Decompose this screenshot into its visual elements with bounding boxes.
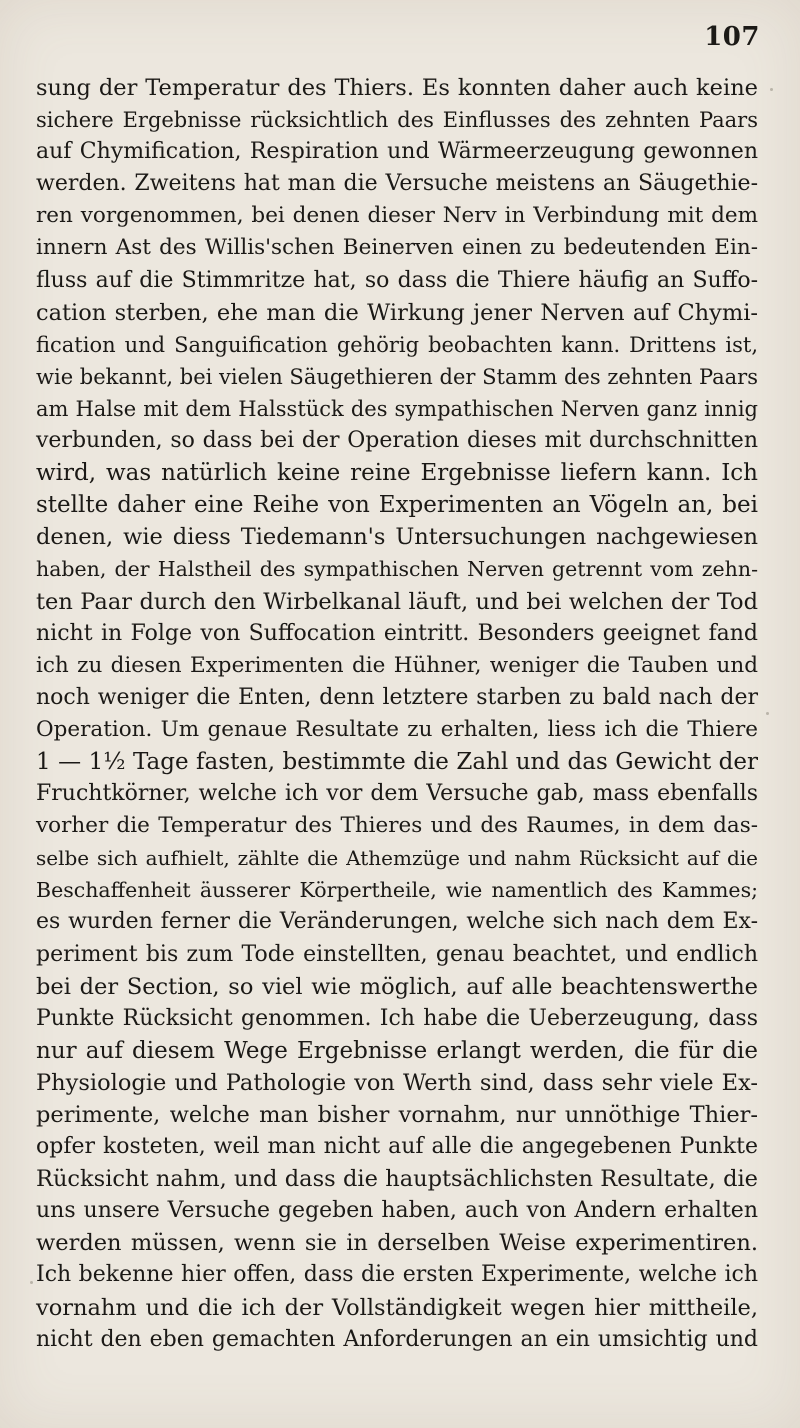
text-line-32: Physiologie und Pathologie von Werth sind, dass sehr viele Ex- [36, 1069, 758, 1096]
text-line-3: auf Chymification, Respiration und Wärmeerzeugung gewonnen [36, 139, 758, 165]
text-line-33: perimente, welche man bisher vornahm, nur unnöthige Thier- [36, 1102, 758, 1128]
text-line-1: sung der Temperatur des Thiers. Es konnten daher auch keine [36, 75, 758, 101]
text-line-5: ren vorgenommen, bei denen dieser Nerv in Verbindung mit dem [36, 203, 758, 229]
text-line-29: bei der Section, so viel wie möglich, auf alle beachtenswerthe [36, 973, 758, 1000]
paper-speck [766, 712, 769, 715]
text-line-36: uns unsere Versuche gegeben haben, auch von Andern erhalten [36, 1198, 758, 1224]
text-line-39: vornahm und die ich der Vollständigkeit wegen hier mittheile, [36, 1294, 758, 1321]
text-line-14: stellte daher eine Reihe von Experimenten an Vögeln an, bei [36, 492, 758, 519]
text-line-11: am Halse mit dem Halsstück des sympathischen Nerven ganz innig [36, 396, 758, 421]
text-line-17: ten Paar durch den Wirbelkanal läuft, und bei welchen der Tod [36, 588, 758, 615]
text-line-35: Rücksicht nahm, und dass die hauptsächlichsten Resultate, die [36, 1166, 758, 1193]
paper-speck [30, 1281, 33, 1284]
text-line-37: werden müssen, wenn sie in derselben Weise experimentiren. [36, 1230, 758, 1257]
text-line-27: es wurden ferner die Veränderungen, welche sich nach dem Ex- [36, 909, 758, 935]
text-line-21: Operation. Um genaue Resultate zu erhalten, liess ich die Thiere [36, 716, 758, 742]
text-line-34: opfer kosteten, weil man nicht auf alle die angegebenen Punkte [36, 1134, 758, 1160]
text-line-12: verbunden, so dass bei der Operation dieses mit durchschnitten [36, 428, 758, 454]
page-number: 107 [704, 22, 760, 52]
text-line-25: selbe sich aufhielt, zählte die Athemzüge und nahm Rücksicht auf die [36, 846, 758, 871]
paper-speck [770, 88, 773, 91]
text-line-9: fication und Sanguification gehörig beobachten kann. Drittens ist, [36, 332, 758, 357]
text-line-4: werden. Zweitens hat man die Versuche meistens an Säugethie- [36, 171, 758, 197]
text-line-15: denen, wie diess Tiedemann's Untersuchungen nachgewiesen [36, 524, 758, 551]
text-line-23: Fruchtkörner, welche ich vor dem Versuche gab, mass ebenfalls [36, 781, 758, 807]
body-text [36, 72, 758, 1356]
text-line-28: periment bis zum Tode einstellten, genau beachtet, und endlich [36, 941, 758, 967]
text-line-2: sichere Ergebnisse rücksichtlich des Einflusses des zehnten Paars [36, 108, 758, 133]
text-line-38: Ich bekenne hier offen, dass die ersten Experimente, welche ich [36, 1262, 758, 1288]
text-line-20: noch weniger die Enten, denn letztere starben zu bald nach der [36, 684, 758, 710]
text-line-7: fluss auf die Stimmritze hat, so dass die Thiere häufig an Suffo- [36, 267, 758, 293]
text-line-8: cation sterben, ehe man die Wirkung jener Nerven auf Chymi- [36, 299, 758, 326]
text-line-26: Beschaffenheit äusserer Körpertheile, wie namentlich des Kammes; [36, 878, 758, 903]
text-line-13: wird, was natürlich keine reine Ergebnisse liefern kann. Ich [36, 460, 758, 487]
text-line-40: nicht den eben gemachten Anforderungen an ein umsichtig und [36, 1326, 758, 1352]
text-line-19: ich zu diesen Experimenten die Hühner, weniger die Tauben und [36, 652, 758, 678]
text-line-10: wie bekannt, bei vielen Säugethieren der Stamm des zehnten Paars [36, 364, 758, 389]
text-line-6: innern Ast des Willis'schen Beinerven einen zu bedeutenden Ein- [36, 235, 758, 261]
text-line-18: nicht in Folge von Suffocation eintritt. Besonders geeignet fand [36, 620, 758, 646]
text-line-31: nur auf diesem Wege Ergebnisse erlangt werden, die für die [36, 1037, 758, 1064]
text-line-24: vorher die Temperatur des Thieres und des Raumes, in dem das- [36, 813, 758, 839]
text-line-16: haben, der Halstheil des sympathischen Nerven getrennt vom zehn- [36, 557, 758, 582]
text-line-30: Punkte Rücksicht genommen. Ich habe die Ueberzeugung, dass [36, 1005, 758, 1031]
text-line-22: 1 — 1½ Tage fasten, bestimmte die Zahl und das Gewicht der [36, 748, 758, 775]
